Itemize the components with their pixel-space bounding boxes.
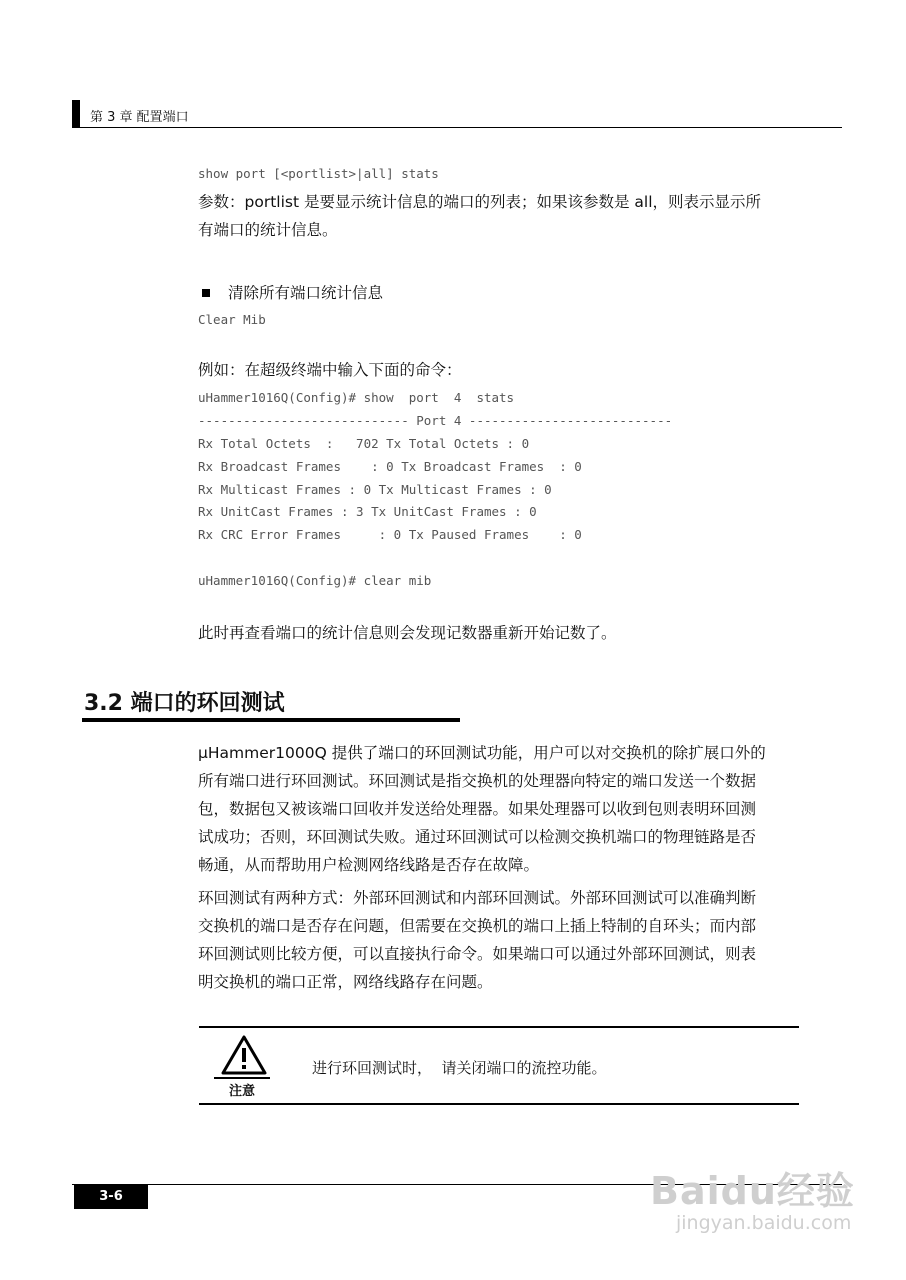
clear-mib-command: Clear Mib bbox=[198, 312, 266, 327]
chapter-header: 第 3 章 配置端口 bbox=[90, 110, 189, 125]
show-stats-command: show port [<portlist>|all] stats bbox=[198, 166, 439, 181]
header-rule bbox=[72, 127, 842, 128]
para2-line-3: 环回测试则比较方便，可以直接执行命令。如果端口可以通过外部环回测试，则表 bbox=[198, 945, 757, 963]
watermark-url: jingyan.baidu.com bbox=[676, 1212, 852, 1234]
section-title: 3.2 端口的环回测试 bbox=[84, 691, 285, 716]
para1-line-2: 所有端口进行环回测试。环回测试是指交换机的处理器向特定的端口发送一个数据 bbox=[198, 772, 757, 790]
para2-line-1: 环回测试有两种方式：外部环回测试和内部环回测试。外部环回测试可以准确判断 bbox=[198, 889, 757, 907]
param-line-1: 参数：portlist 是要显示统计信息的端口的列表；如果该参数是 all，则表示显示所 bbox=[198, 193, 762, 211]
page-number: 3-6 bbox=[74, 1185, 148, 1209]
header-bar bbox=[72, 100, 80, 128]
example-intro: 例如：在超级终端中输入下面的命令： bbox=[198, 361, 462, 379]
terminal-line-5: Rx Multicast Frames : 0 Tx Multicast Frames : 0 bbox=[198, 482, 552, 497]
para2-line-4: 明交换机的端口正常，网络线路存在问题。 bbox=[198, 973, 493, 991]
para1-line-5: 畅通，从而帮助用户检测网络线路是否存在故障。 bbox=[198, 856, 540, 874]
note-icon-underline bbox=[214, 1077, 270, 1079]
param-line-2: 有端口的统计信息。 bbox=[198, 221, 338, 239]
terminal-line-4: Rx Broadcast Frames : 0 Tx Broadcast Frames : 0 bbox=[198, 459, 582, 474]
note-label: 注意 bbox=[229, 1084, 256, 1099]
terminal-line-8: uHammer1016Q(Config)# clear mib bbox=[198, 573, 432, 588]
warning-triangle-icon bbox=[220, 1034, 268, 1076]
note-text: 进行环回测试时， 请关闭端口的流控功能。 bbox=[312, 1059, 607, 1077]
note-top-rule bbox=[199, 1026, 799, 1028]
bullet-square-icon bbox=[202, 289, 210, 297]
para1-line-3: 包，数据包又被该端口回收并发送给处理器。如果处理器可以收到包则表明环回测 bbox=[198, 800, 757, 818]
bullet-clear-stats: 清除所有端口统计信息 bbox=[228, 284, 384, 302]
para2-line-2: 交换机的端口是否存在问题，但需要在交换机的端口上插上特制的自环头；而内部 bbox=[198, 917, 757, 935]
para1-line-4: 试成功；否则，环回测试失败。通过环回测试可以检测交换机端口的物理链路是否 bbox=[198, 828, 757, 846]
section-rule bbox=[82, 718, 460, 722]
terminal-line-6: Rx UnitCast Frames : 3 Tx UnitCast Frames : 0 bbox=[198, 504, 537, 519]
terminal-line-1: uHammer1016Q(Config)# show port 4 stats bbox=[198, 390, 515, 405]
terminal-line-7: Rx CRC Error Frames : 0 Tx Paused Frames : 0 bbox=[198, 527, 582, 542]
note-bottom-rule bbox=[199, 1103, 799, 1105]
para1-line-1: μHammer1000Q 提供了端口的环回测试功能，用户可以对交换机的除扩展口外的 bbox=[198, 744, 766, 762]
watermark-logo: Baidu经验 bbox=[650, 1169, 855, 1213]
terminal-line-2: ---------------------------- Port 4 --------------------------- bbox=[198, 413, 673, 428]
after-text: 此时再查看端口的统计信息则会发现记数器重新开始记数了。 bbox=[198, 624, 617, 642]
terminal-line-3: Rx Total Octets : 702 Tx Total Octets : 0 bbox=[198, 436, 530, 451]
